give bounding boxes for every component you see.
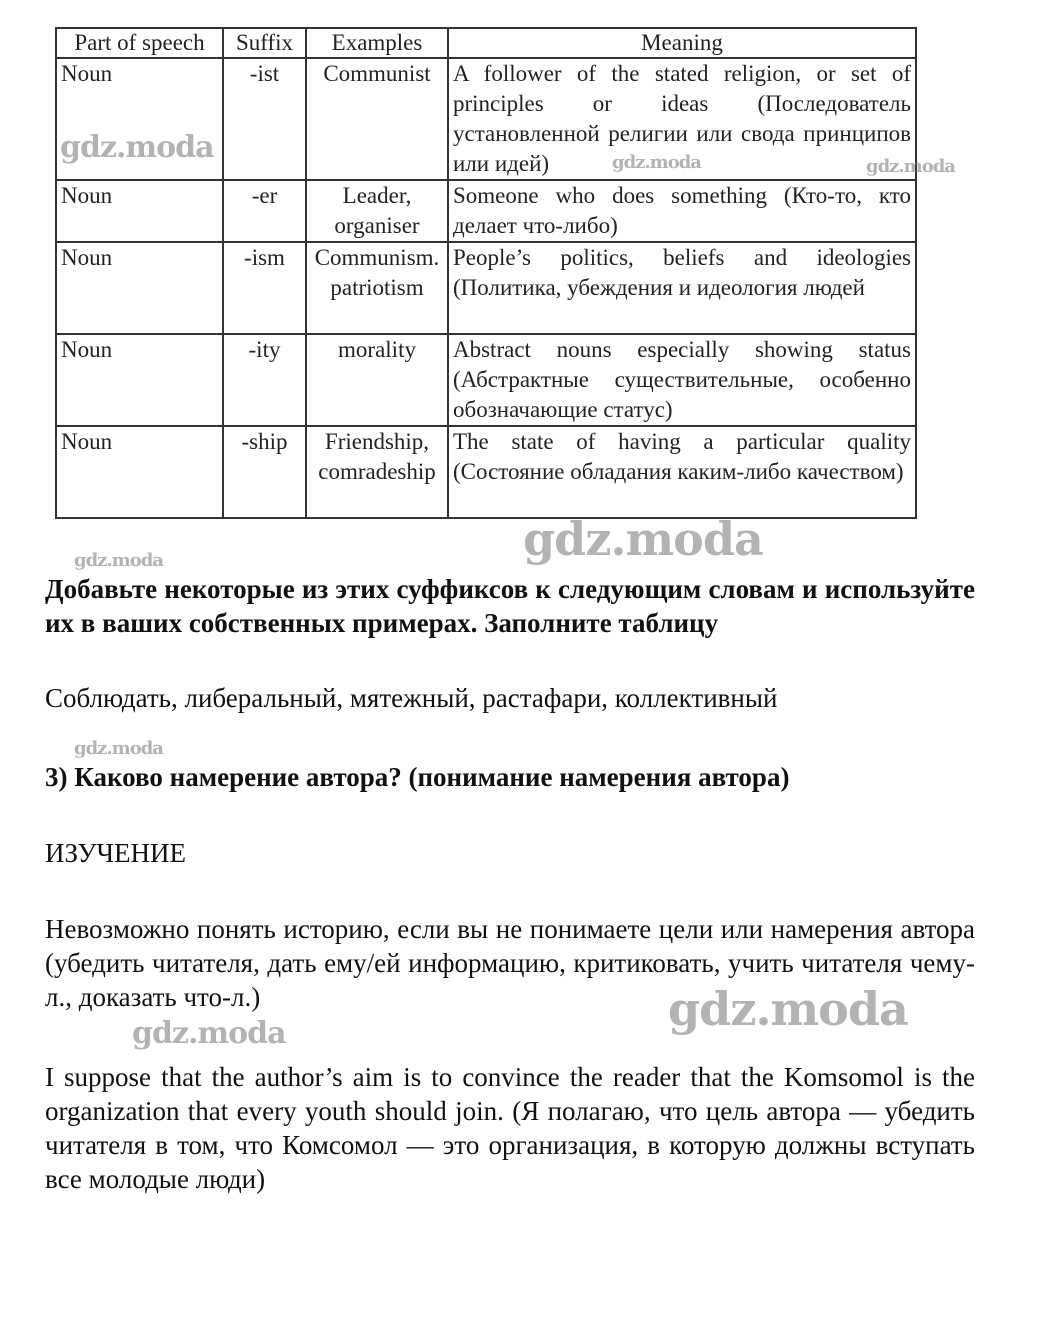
cell-examples: Communist xyxy=(306,58,448,180)
section-label: ИЗУЧЕНИЕ xyxy=(45,838,186,868)
cell-examples: morality xyxy=(306,334,448,426)
cell-examples: Friendship, comradeship xyxy=(306,426,448,518)
watermark-logo: gdz.moda xyxy=(74,550,163,571)
cell-meaning: A follower of the stated religion, or set of principles or ideas (Последователь установленной религии или свода принципов или идей) xyxy=(448,58,916,180)
watermark-logo: gdz.moda xyxy=(523,512,763,566)
watermark-logo: gdz.moda xyxy=(132,1016,286,1051)
task-instruction: Добавьте некоторые из этих суффиксов к следующим словам и используйте их в ваших собственных примерах. Заполните таблицу xyxy=(45,574,975,638)
header-part-of-speech: Part of speech xyxy=(56,28,223,58)
cell-suffix: -ity xyxy=(223,334,306,426)
watermark-logo: gdz.moda xyxy=(612,152,701,173)
explanation-paragraph: Невозможно понять историю, если вы не понимаете цели или намерения автора (убедить читателя, дать ему/ей информацию, критиковать, учить читателя чему-л., доказать что-л.) xyxy=(45,914,975,1012)
table-header-row xyxy=(56,28,916,58)
cell-meaning: Someone who does something (Кто-то, кто делает что-либо) xyxy=(448,180,916,242)
cell-meaning: People’s politics, beliefs and ideologies (Политика, убеждения и идеология людей xyxy=(448,242,916,334)
cell-suffix: -er xyxy=(223,180,306,242)
word-list: Соблюдать, либеральный, мятежный, растафари, коллективный xyxy=(45,683,778,713)
cell-examples: Communism. patriotism xyxy=(306,242,448,334)
question-title: 3) Каково намерение автора? (понимание намерения автора) xyxy=(45,762,790,792)
suffix-table xyxy=(55,27,917,519)
cell-part-of-speech: Noun xyxy=(56,426,223,518)
cell-suffix: -ist xyxy=(223,58,306,180)
header-meaning: Meaning xyxy=(448,28,916,58)
watermark-logo: gdz.moda xyxy=(668,982,908,1036)
cell-meaning: Abstract nouns especially showing status (Абстрактные существительные, особенно обозначающие статус) xyxy=(448,334,916,426)
table-row xyxy=(56,180,916,242)
cell-examples: Leader, organiser xyxy=(306,180,448,242)
cell-part-of-speech: Noun xyxy=(56,334,223,426)
watermark-logo: gdz.moda xyxy=(866,156,955,177)
watermark-logo: gdz.moda xyxy=(60,130,214,165)
header-suffix: Suffix xyxy=(223,28,306,58)
cell-meaning: The state of having a particular quality (Состояние обладания каким-либо качеством) xyxy=(448,426,916,518)
table-row xyxy=(56,242,916,334)
cell-suffix: -ism xyxy=(223,242,306,334)
header-examples: Examples xyxy=(306,28,448,58)
watermark-logo: gdz.moda xyxy=(74,738,163,759)
cell-part-of-speech: Noun xyxy=(56,242,223,334)
table-row xyxy=(56,334,916,426)
table-row xyxy=(56,426,916,518)
answer-paragraph: I suppose that the author’s aim is to convince the reader that the Komsomol is the organization that every youth should join. (Я полагаю, что цель автора — убедить читателя в том, что Комсомол — это организация, в которую должны вступать все молодые люди) xyxy=(45,1062,975,1194)
cell-suffix: -ship xyxy=(223,426,306,518)
cell-part-of-speech: Noun xyxy=(56,58,223,180)
cell-part-of-speech: Noun xyxy=(56,180,223,242)
